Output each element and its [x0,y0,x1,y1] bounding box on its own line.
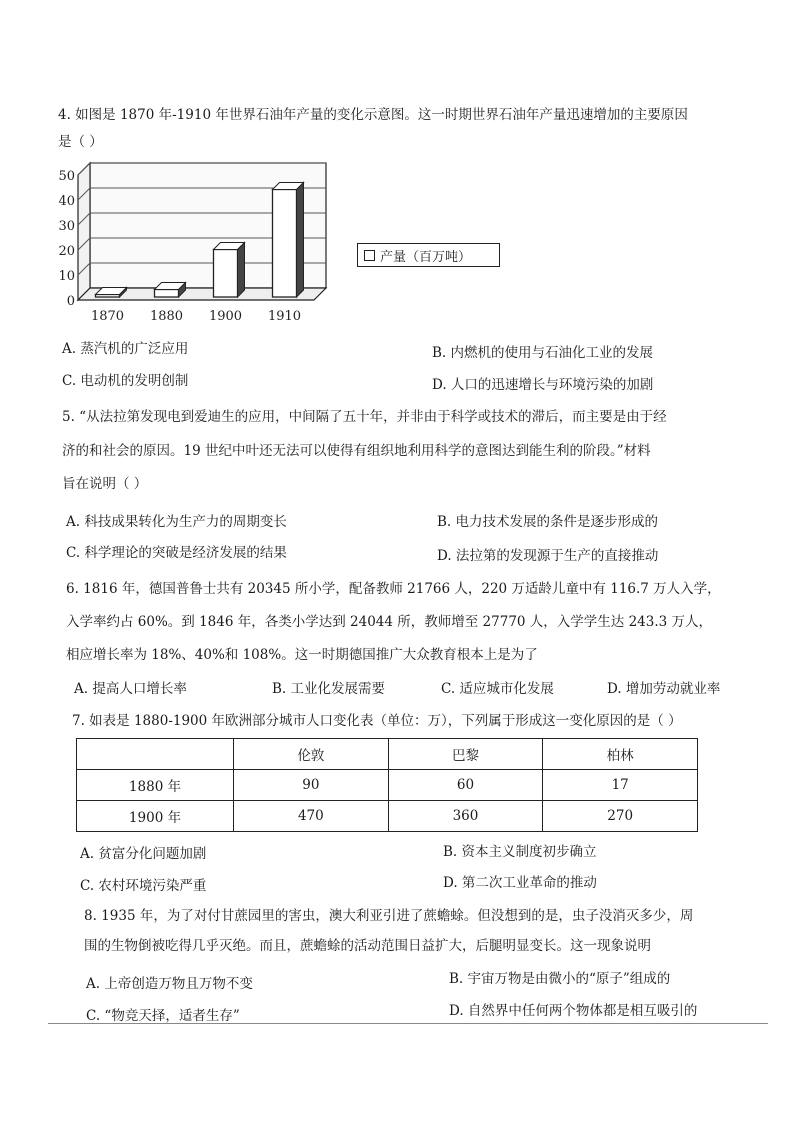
q5-option-c: C. 科学理论的突破是经济发展的结果 [66,545,287,561]
q6-option-a: A. 提高人口增长率 [74,681,187,697]
bar-side [238,243,245,298]
table-cell: 90 [234,770,389,801]
y-tick-label: 10 [58,269,75,284]
x-tick-label: 1900 [208,309,243,324]
q4-option-c: C. 电动机的发明创制 [62,373,189,389]
x-tick-label: 1870 [90,309,125,324]
q6-option-d: D. 增加劳动就业率 [607,681,721,697]
q7-stem: 7. 如表是 1880-1900 年欧洲部分城市人口变化表（单位：万），下列属于形成这一变化原因的是（ ） [72,713,682,729]
q5-stem-line1: 5. “从法拉第发现电到爱迪生的应用，中间隔了五十年，并非由于科学或技术的滞后，而主要是由于经 [62,409,667,425]
table-cell: 60 [388,770,543,801]
q7-option-b: B. 资本主义制度初步确立 [443,844,597,860]
q4-option-a: A. 蒸汽机的广泛应用 [62,341,189,357]
q7-option-a: A. 贫富分化问题加剧 [80,846,207,862]
q5-option-a: A. 科技成果转化为生产力的周期变长 [66,514,287,530]
y-tick-label: 30 [58,219,75,234]
q5-stem-line3: 旨在说明（ ） [62,476,148,492]
q6-option-c: C. 适应城市化发展 [441,681,554,697]
y-tick-label: 40 [58,194,75,209]
q8-option-c: C. “物竞天择，适者生存” [86,1008,240,1024]
bar [273,183,304,298]
q5-option-d: D. 法拉第的发现源于生产的直接推动 [437,548,659,564]
y-tick-label: 50 [58,169,75,184]
q6-stem-line1: 6. 1816 年，德国普鲁士共有 20345 所小学，配备教师 21766 人，220 万适龄儿童中有 116.7 万人入学， [66,581,721,597]
bar-front [273,190,297,298]
table-cell: 270 [543,801,698,832]
chart-side-wall [78,163,90,300]
q6-stem-line2: 入学率约占 60%。到 1846 年，各类小学达到 24044 所，教师增至 27770 人，入学学生达 243.3 万人， [66,614,713,630]
table-cell: 1880 年 [77,770,234,801]
q6-option-b: B. 工业化发展需要 [272,681,386,697]
population-table [76,738,698,832]
q4-stem-line2: 是（ ） [58,134,103,150]
bar [155,283,186,298]
q8-option-a: A. 上帝创造万物且万物不变 [86,976,253,992]
q8-stem-line2: 围的生物倒被吃得几乎灭绝。而且，蔗蟾蜍的活动范围日益扩大，后腿明显变长。这一现象说明 [84,938,651,954]
oil-production-chart [58,160,328,330]
q8-stem-line1: 8. 1935 年，为了对付甘蔗园里的害虫，澳大利亚引进了蔗蟾蜍。但没想到的是，虫子没消灭多少，周 [84,908,694,924]
y-axis-ticks [58,169,75,309]
q4-option-d: D. 人口的迅速增长与环境污染的加剧 [432,377,654,393]
table-cell: 470 [234,801,389,832]
x-tick-label: 1880 [149,309,184,324]
q7-option-c: C. 农村环境污染严重 [80,878,207,894]
q8-option-b: B. 宇宙万物是由微小的“原子”组成的 [449,971,671,987]
table-header-row [77,739,698,770]
x-axis-ticks [91,309,301,324]
table-row [77,801,698,832]
q4-stem-line1: 4. 如图是 1870 年-1910 年世界石油年产量的变化示意图。这一时期世界石油年产量迅速增加的主要原因 [58,107,688,123]
chart-legend [357,243,500,267]
bar-front [155,290,179,298]
q5-stem-line2: 济的和社会的原因。19 世纪中叶还无法可以使得有组织地利用科学的意图达到能生利的阶段。”材料 [62,443,651,459]
table-header-cell: 巴黎 [388,739,543,770]
table-header-cell [77,739,234,770]
table-header-cell: 伦敦 [234,739,389,770]
q8-option-d: D. 自然界中任何两个物体都是相互吸引的 [449,1003,698,1019]
table-cell: 360 [388,801,543,832]
q7-option-d: D. 第二次工业革命的推动 [443,875,597,891]
y-tick-label: 20 [58,244,75,259]
y-tick-label: 0 [66,294,75,309]
table-cell: 17 [543,770,698,801]
table-header-cell: 柏林 [543,739,698,770]
page-bottom-rule [48,1023,768,1024]
table-cell: 1900 年 [77,801,234,832]
q4-option-b: B. 内燃机的使用与石油化工业的发展 [432,345,654,361]
bar-side [297,183,304,298]
bar-front [214,250,238,298]
table-row [77,770,698,801]
x-tick-label: 1910 [267,309,302,324]
legend-swatch [364,250,375,261]
legend-label: 产量（百万吨） [380,249,472,265]
bar [214,243,245,298]
q6-stem-line3: 相应增长率为 18%、40%和 108%。这一时期德国推广大众教育根本上是为了 [66,647,538,663]
q5-option-b: B. 电力技术发展的条件是逐步形成的 [437,514,659,530]
